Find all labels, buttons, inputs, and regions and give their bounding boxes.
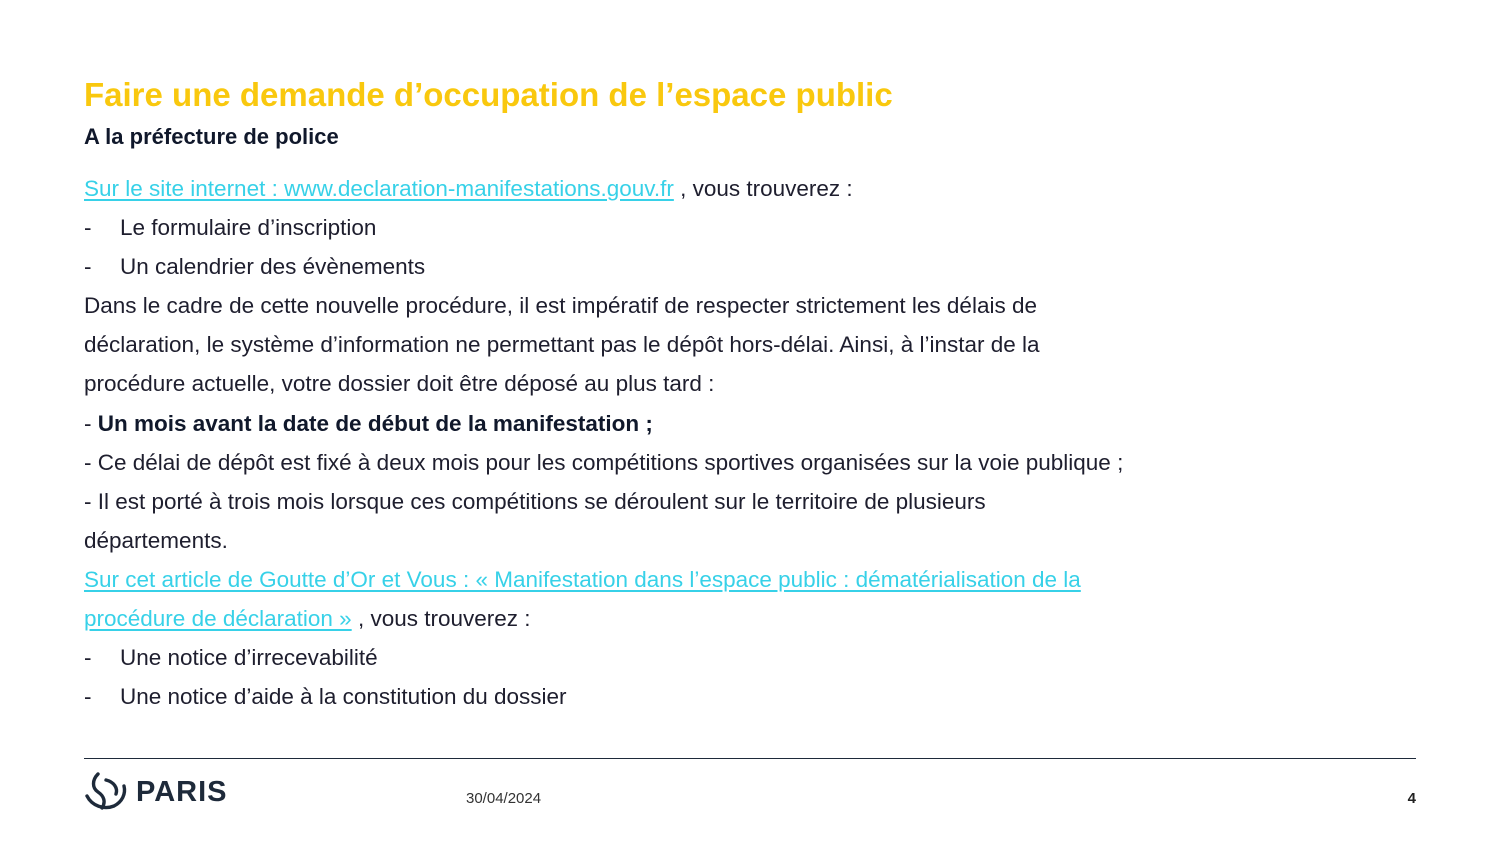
list-item: [84, 247, 1404, 286]
deadline-item: - Il est porté à trois mois lorsque ces compétitions se déroulent sur le territoire de plusieurs: [84, 488, 986, 514]
article-link[interactable]: Sur cet article de Goutte d’Or et Vous : « Manifestation dans l’espace public : dématérialisation de la: [84, 566, 1081, 592]
bullet-dash: -: [84, 645, 92, 671]
paris-ship-icon: [84, 772, 128, 812]
list-item: [84, 677, 1404, 716]
list-item-text: Un calendrier des évènements: [120, 254, 426, 280]
bullet-dash: -: [84, 215, 92, 241]
article-link-continued[interactable]: procédure de déclaration »: [84, 606, 352, 632]
bullet-dash: -: [84, 254, 92, 280]
footer-divider: [84, 758, 1416, 759]
list-item-text: Une notice d’aide à la constitution du dossier: [120, 684, 567, 710]
article-link-line: [84, 560, 1404, 599]
paragraph-line: procédure actuelle, votre dossier doit être déposé au plus tard :: [84, 371, 715, 397]
deadline-item-bold: [84, 404, 1404, 443]
paris-logo: [84, 772, 227, 812]
site-link-line: [84, 169, 1404, 208]
list-item: [84, 638, 1404, 677]
page-number: 4: [1407, 790, 1416, 807]
footer-date: 30/04/2024: [466, 790, 542, 807]
declaration-site-link[interactable]: Sur le site internet : www.declaration-manifestations.gouv.fr: [84, 176, 674, 201]
slide-subtitle: A la préfecture de police: [84, 124, 339, 149]
article-link-line: [84, 599, 1404, 638]
article-link-suffix: , vous trouverez :: [351, 606, 531, 632]
list-item-text: Le formulaire d’inscription: [120, 215, 377, 241]
bullet-dash: -: [84, 684, 92, 710]
paragraph-line: déclaration, le système d’information ne permettant pas le dépôt hors-délai. Ainsi, à l’instar de la: [84, 332, 1040, 358]
paris-logo-text: PARIS: [136, 775, 228, 808]
deadline-item-continued: départements.: [84, 527, 228, 553]
deadline-item: - Ce délai de dépôt est fixé à deux mois pour les compétitions sportives organisées sur la voie publique ;: [84, 449, 1124, 475]
slide-title: Faire une demande d’occupation de l’espace public: [84, 76, 893, 113]
slide-body: [84, 169, 1404, 716]
deadline-prefix: -: [84, 410, 98, 436]
list-item: [84, 208, 1404, 247]
list-item-text: Une notice d’irrecevabilité: [120, 645, 378, 671]
site-link-suffix: , vous trouverez :: [673, 176, 853, 201]
deadline-bold-text: Un mois avant la date de début de la manifestation ;: [97, 410, 653, 436]
paragraph-line: Dans le cadre de cette nouvelle procédure, il est impératif de respecter strictement les délais de: [84, 293, 1037, 319]
